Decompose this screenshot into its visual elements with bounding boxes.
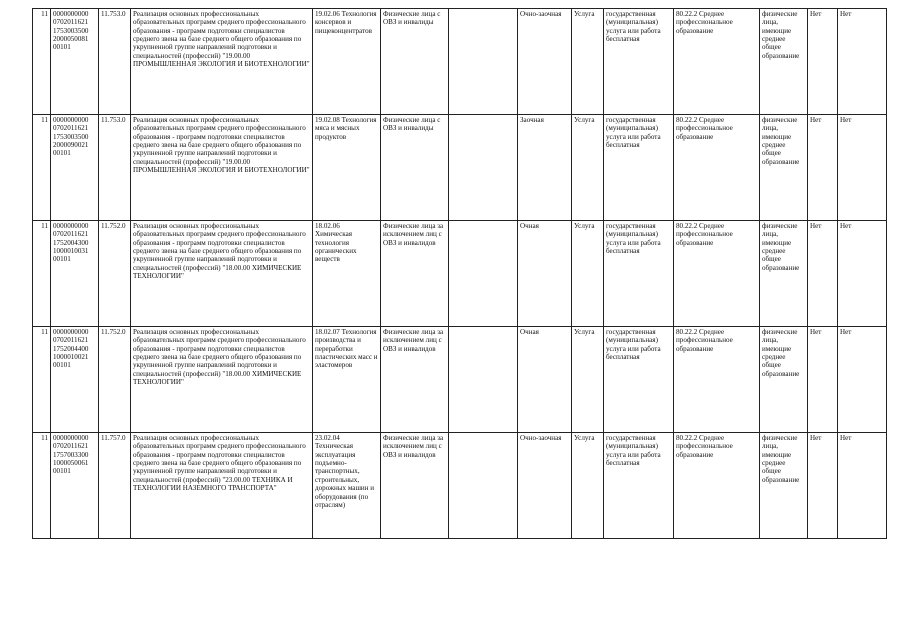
flag-two-cell: Нет	[838, 221, 887, 327]
empty-cell	[449, 433, 518, 539]
specialty-cell: 19.02.08 Технология мяса и мясных продуктов	[313, 115, 381, 221]
empty-cell	[449, 9, 518, 115]
payment-status-cell: государственная (муниципальная) услуга или работа бесплатная	[604, 327, 674, 433]
specialty-cell: 19.02.06 Технология консервов и пищеконцентратов	[313, 9, 381, 115]
okved-activity-cell: 80.22.2 Среднее профессиональное образование	[674, 433, 760, 539]
consumers-cell: Физические лица с ОВЗ и инвалиды	[381, 9, 449, 115]
table-row	[33, 221, 887, 327]
registry-code-cell: 0000000000 0702011621 1752004300 1000010031 00101	[51, 221, 99, 327]
flag-one-cell: Нет	[808, 115, 838, 221]
education-level-cell: физические лица, имеющие среднее общее образование	[760, 327, 808, 433]
flag-two-cell: Нет	[838, 9, 887, 115]
service-name-cell: Реализация основных профессиональных образовательных программ среднего профессионального образования - программ подготовки специалистов среднего звена на базе среднего общего образования по укрупненной группе направлений подготовки и специальностей (профессий) "19.00.00 ПРОМЫШЛЕННАЯ ЭКОЛОГИЯ И БИОТЕХНОЛОГИИ"	[131, 115, 313, 221]
specialty-cell: 18.02.06 Химическая технология органических веществ	[313, 221, 381, 327]
service-name-cell: Реализация основных профессиональных образовательных программ среднего профессионального образования - программ подготовки специалистов среднего звена на базе среднего общего образования по укрупненной группе направлений подготовки и специальностей (профессий) "19.00.00 ПРОМЫШЛЕННАЯ ЭКОЛОГИЯ И БИОТЕХНОЛОГИИ"	[131, 9, 313, 115]
table-body	[33, 9, 887, 539]
okved-code-cell: 11.752.0	[99, 221, 131, 327]
okved-activity-cell: 80.22.2 Среднее профессиональное образование	[674, 9, 760, 115]
registry-code-cell: 0000000000 0702011621 1752004400 1000010021 00101	[51, 327, 99, 433]
okved-code-cell: 11.757.0	[99, 433, 131, 539]
type-cell: Услуга	[572, 115, 604, 221]
table-row	[33, 327, 887, 433]
study-form-cell: Очная	[518, 327, 572, 433]
okved-code-cell: 11.753.0	[99, 9, 131, 115]
flag-one-cell: Нет	[808, 9, 838, 115]
payment-status-cell: государственная (муниципальная) услуга или работа бесплатная	[604, 433, 674, 539]
specialty-cell: 18.02.07 Технология производства и переработки пластических масс и эластомеров	[313, 327, 381, 433]
type-cell: Услуга	[572, 327, 604, 433]
row-number-cell: 11	[33, 115, 51, 221]
education-level-cell: физические лица, имеющие среднее общее образование	[760, 433, 808, 539]
payment-status-cell: государственная (муниципальная) услуга или работа бесплатная	[604, 9, 674, 115]
registry-code-cell: 0000000000 0702011621 1757003300 1000050061 00101	[51, 433, 99, 539]
study-form-cell: Очно-заочная	[518, 9, 572, 115]
education-level-cell: физические лица, имеющие среднее общее образование	[760, 9, 808, 115]
payment-status-cell: государственная (муниципальная) услуга или работа бесплатная	[604, 221, 674, 327]
okved-activity-cell: 80.22.2 Среднее профессиональное образование	[674, 327, 760, 433]
education-level-cell: физические лица, имеющие среднее общее образование	[760, 221, 808, 327]
consumers-cell: Физические лица за исключением лиц с ОВЗ и инвалидов	[381, 327, 449, 433]
study-form-cell: Очная	[518, 221, 572, 327]
row-number-cell: 11	[33, 327, 51, 433]
okved-activity-cell: 80.22.2 Среднее профессиональное образование	[674, 115, 760, 221]
empty-cell	[449, 115, 518, 221]
flag-one-cell: Нет	[808, 221, 838, 327]
study-form-cell: Очно-заочная	[518, 433, 572, 539]
registry-code-cell: 0000000000 0702011621 1753003500 2000090021 00101	[51, 115, 99, 221]
row-number-cell: 11	[33, 433, 51, 539]
type-cell: Услуга	[572, 9, 604, 115]
row-number-cell: 11	[33, 221, 51, 327]
empty-cell	[449, 327, 518, 433]
service-name-cell: Реализация основных профессиональных образовательных программ среднего профессионального образования - программ подготовки специалистов среднего звена на базе среднего общего образования по укрупненной группе направлений подготовки и специальностей (профессий) "18.00.00 ХИМИЧЕСКИЕ ТЕХНОЛОГИИ"	[131, 221, 313, 327]
consumers-cell: Физические лица с ОВЗ и инвалиды	[381, 115, 449, 221]
flag-two-cell: Нет	[838, 115, 887, 221]
payment-status-cell: государственная (муниципальная) услуга или работа бесплатная	[604, 115, 674, 221]
education-level-cell: физические лица, имеющие среднее общее образование	[760, 115, 808, 221]
row-number-cell: 11	[33, 9, 51, 115]
empty-cell	[449, 221, 518, 327]
flag-two-cell: Нет	[838, 327, 887, 433]
okved-code-cell: 11.752.0	[99, 327, 131, 433]
services-registry-table	[32, 8, 887, 539]
service-name-cell: Реализация основных профессиональных образовательных программ среднего профессионального образования - программ подготовки специалистов среднего звена на базе среднего общего образования по укрупненной группе направлений подготовки и специальностей (профессий) "18.00.00 ХИМИЧЕСКИЕ ТЕХНОЛОГИИ"	[131, 327, 313, 433]
specialty-cell: 23.02.04 Техническая эксплуатация подъемно-транспортных, строительных, дорожных машин и оборудования (по отраслям)	[313, 433, 381, 539]
flag-one-cell: Нет	[808, 433, 838, 539]
consumers-cell: Физические лица за исключением лиц с ОВЗ и инвалидов	[381, 221, 449, 327]
type-cell: Услуга	[572, 221, 604, 327]
okved-code-cell: 11.753.0	[99, 115, 131, 221]
okved-activity-cell: 80.22.2 Среднее профессиональное образование	[674, 221, 760, 327]
type-cell: Услуга	[572, 433, 604, 539]
table-row	[33, 433, 887, 539]
service-name-cell: Реализация основных профессиональных образовательных программ среднего профессионального образования - программ подготовки специалистов среднего звена на базе среднего общего образования по укрупненной группе направлений подготовки и специальностей (профессий) "23.00.00 ТЕХНИКА И ТЕХНОЛОГИИ НАЗЕМНОГО ТРАНСПОРТА"	[131, 433, 313, 539]
registry-code-cell: 0000000000 0702011621 1753003500 2000050081 00101	[51, 9, 99, 115]
consumers-cell: Физические лица за исключением лиц с ОВЗ и инвалидов	[381, 433, 449, 539]
flag-one-cell: Нет	[808, 327, 838, 433]
table-row	[33, 115, 887, 221]
flag-two-cell: Нет	[838, 433, 887, 539]
study-form-cell: Заочная	[518, 115, 572, 221]
table-row	[33, 9, 887, 115]
